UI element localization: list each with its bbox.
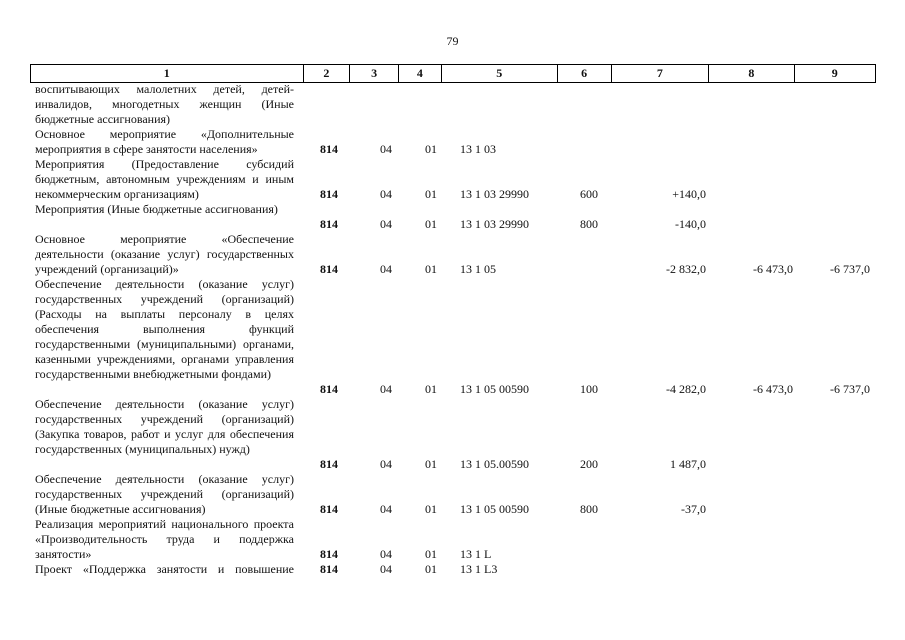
column-header-3: 3: [350, 65, 399, 83]
table-row: [0, 517, 905, 562]
cell-target: 13 1 L3: [460, 562, 498, 576]
row-description: Обеспечение деятельности (оказание услуг) государственных учреждений (организаций) (Закупка товаров, работ и услуг для обеспечения государственных (муниципальных) нужд): [35, 397, 294, 456]
cell-target: 13 1 05 00590: [460, 382, 529, 396]
cell-section: 04: [380, 262, 392, 276]
cell-section: 04: [380, 457, 392, 471]
cell-amount-7: -4 282,0: [666, 382, 706, 396]
cell-section: 04: [380, 142, 392, 156]
table-row: [0, 232, 905, 277]
cell-code: 814: [320, 457, 338, 471]
cell-amount-8: -6 473,0: [753, 382, 793, 396]
table-row: [0, 562, 905, 577]
row-description: Основное мероприятие «Обеспечение деятельности (оказание услуг) государственных учреждений (организаций)»: [35, 232, 294, 276]
column-header-9: 9: [794, 65, 875, 83]
cell-section: 04: [380, 547, 392, 561]
cell-target: 13 1 05.00590: [460, 457, 529, 471]
cell-subsection: 01: [425, 217, 437, 231]
page-number: 79: [446, 34, 459, 48]
table-row: [0, 397, 905, 472]
cell-target: 13 1 05 00590: [460, 502, 529, 516]
cell-subsection: 01: [425, 547, 437, 561]
cell-subsection: 01: [425, 187, 437, 201]
cell-amount-7: 1 487,0: [670, 457, 706, 471]
cell-code: 814: [320, 382, 338, 396]
cell-subsection: 01: [425, 142, 437, 156]
cell-target: 13 1 05: [460, 262, 496, 276]
cell-expense-type: 800: [580, 502, 598, 516]
cell-subsection: 01: [425, 457, 437, 471]
cell-target: 13 1 03: [460, 142, 496, 156]
cell-amount-7: -140,0: [675, 217, 706, 231]
row-description: Реализация мероприятий национального проекта «Производительность труда и поддержка занятости»: [35, 517, 294, 561]
cell-target: 13 1 03 29990: [460, 187, 529, 201]
row-description: Основное мероприятие «Дополнительные мероприятия в сфере занятости населения»: [35, 127, 294, 156]
cell-section: 04: [380, 562, 392, 576]
cell-amount-9: -6 737,0: [830, 262, 870, 276]
cell-expense-type: 100: [580, 382, 598, 396]
column-header-5: 5: [441, 65, 557, 83]
cell-amount-7: -37,0: [681, 502, 706, 516]
cell-code: 814: [320, 547, 338, 561]
cell-code: 814: [320, 562, 338, 576]
column-header-8: 8: [709, 65, 794, 83]
cell-subsection: 01: [425, 562, 437, 576]
cell-expense-type: 200: [580, 457, 598, 471]
column-header-6: 6: [557, 65, 611, 83]
cell-amount-8: -6 473,0: [753, 262, 793, 276]
row-description: Мероприятия (Предоставление субсидий бюджетным, автономным учреждениям и иным некоммерческим организациям): [35, 157, 294, 201]
column-header-row: [30, 64, 876, 83]
cell-subsection: 01: [425, 382, 437, 396]
cell-code: 814: [320, 262, 338, 276]
cell-code: 814: [320, 187, 338, 201]
row-description: Обеспечение деятельности (оказание услуг) государственных учреждений (организаций) (Иные бюджетные ассигнования): [35, 472, 294, 516]
cell-amount-7: +140,0: [672, 187, 706, 201]
column-header-1: 1: [31, 65, 304, 83]
cell-target: 13 1 L: [460, 547, 492, 561]
cell-expense-type: 600: [580, 187, 598, 201]
table-row: [0, 82, 905, 127]
row-description: Проект «Поддержка занятости и повышение: [35, 562, 294, 576]
cell-amount-9: -6 737,0: [830, 382, 870, 396]
budget-rows: [0, 82, 905, 577]
table-row: [0, 157, 905, 202]
table-row: [0, 277, 905, 397]
cell-subsection: 01: [425, 262, 437, 276]
cell-code: 814: [320, 217, 338, 231]
cell-code: 814: [320, 142, 338, 156]
row-description: Мероприятия (Иные бюджетные ассигнования): [35, 202, 278, 216]
column-header-4: 4: [399, 65, 442, 83]
cell-section: 04: [380, 502, 392, 516]
column-header-7: 7: [611, 65, 709, 83]
cell-amount-7: -2 832,0: [666, 262, 706, 276]
row-description: воспитывающих малолетних детей, детей-инвалидов, многодетных женщин (Иные бюджетные ассигнования): [35, 82, 294, 126]
row-description: Обеспечение деятельности (оказание услуг) государственных учреждений (организаций) (Расходы на выплаты персоналу в целях обеспечения выполнения функций государственными (муниципальными) органами, казенными учреждениями, органами управления государственными внебюджетными фондами): [35, 277, 294, 381]
cell-subsection: 01: [425, 502, 437, 516]
table-row: [0, 472, 905, 517]
cell-section: 04: [380, 382, 392, 396]
column-header-2: 2: [303, 65, 350, 83]
cell-expense-type: 800: [580, 217, 598, 231]
cell-section: 04: [380, 217, 392, 231]
cell-target: 13 1 03 29990: [460, 217, 529, 231]
cell-section: 04: [380, 187, 392, 201]
cell-code: 814: [320, 502, 338, 516]
table-row: [0, 202, 905, 232]
table-row: [0, 127, 905, 157]
